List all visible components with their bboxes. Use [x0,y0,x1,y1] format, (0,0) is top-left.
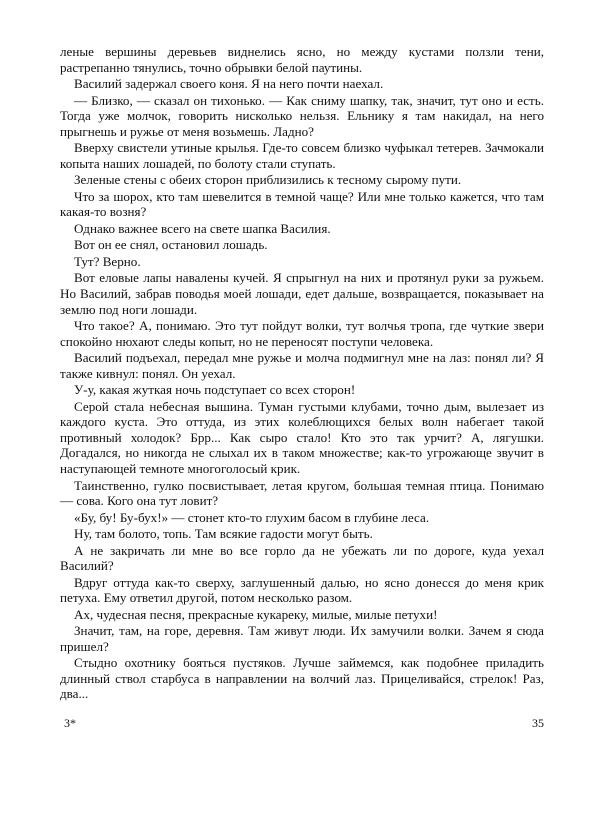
paragraph: леные вершины деревьев виднелись ясно, но между кустами ползли тени, растрепанно тянулись, точно обрывки белой паутины. [60,44,544,75]
paragraph: Таинственно, гулко посвистывает, летая кругом, большая темная птица. Понимаю — сова. Кого она тут ловит? [60,477,544,509]
page-number: 35 [532,716,544,730]
paragraph: Зеленые стены с обеих сторон приблизились к тесному сырому пути. [74,172,462,188]
paragraph: Однако важнее всего на свете шапка Василия. [74,220,331,236]
paragraph: — Близко, — сказал он тихонько. — Как сниму шапку, так, значит, тут оно и есть. Тогда уже молчок, говорить нисколько нельзя. Ельнику я там накидал, на него прыгнешь и ружье от меня возьмешь. Ладно? [60,92,544,139]
paragraph: Что такое? А, понимаю. Это тут пойдут волки, тут волчья тропа, где чуткие звери спокойно нюхают следы копыт, но не переносят поступи человека. [60,318,544,349]
paragraph: Василий подъехал, передал мне ружье и молча подмигнул мне на лаз: понял ли? Я также кивнул: понял. Он уехал. [60,350,544,381]
paragraph: Стыдно охотнику бояться пустяков. Лучше займемся, как подобнее приладить длинный ствол старбуса в направлении на волчий лаз. Прицеливайся, стрелок! Раз, два... [60,655,544,702]
paragraph: А не закричать ли мне во все горло да не убежать ли по дороге, куда уехал Василий? [60,542,544,574]
paragraph: Серой стала небесная вышина. Туман густыми клубами, точно дым, вылезает из каждого куста. Это оттуда, из этих колеблющихся белых волн набегает такой противный холодок? Брр... Как сыро стало! Кто это так урчит? А, лягушки. Догадался, но никогда не слыхал их в таком множестве; как-то угрожающе звучит в наступающей темноте многоголосый крик. [60,398,544,477]
signature-mark: 3* [64,716,76,730]
paragraph: Что за шорох, кто там шевелится в темной чаще? Или мне только кажется, что там какая-то возня? [60,188,544,220]
paragraph: Ах, чудесная песня, прекрасные кукареку, милые, милые петухи! [74,606,438,622]
paragraph: Значит, там, на горе, деревня. Там живут люди. Их замучили волки. Зачем я сюда пришел? [60,623,544,654]
paragraph: «Бу, бу! Бу-бух!» — стонет кто-то глухим басом в глубине леса. [74,509,430,525]
paragraph: У-у, какая жуткая ночь подступает со всех сторон! [74,382,356,398]
paragraph: Ну, там болото, топь. Там всякие гадости могут быть. [74,526,373,542]
page-footer [60,716,544,734]
paragraph: Вот он ее снял, остановил лошадь. [74,237,268,253]
paragraph: Вверху свистели утиные крылья. Где-то совсем близко чуфыкал тетерев. Зачмокали копыта наших лошадей, по болоту стали ступать. [60,140,544,171]
paragraph: Василий задержал своего коня. Я на него почти наехал. [74,76,384,92]
page-body [60,44,544,703]
paragraph: Вот еловые лапы навалены кучей. Я спрыгнул на них и протянул руки за ружьем. Но Василий, забрав поводья моей лошади, едет дальше, возвращается, показывает на землю под ноги лошади. [60,270,544,317]
paragraph: Вдруг оттуда как-то сверху, заглушенный далью, но ясно донесся до меня крик петуха. Ему ответил другой, потом несколько разом. [60,574,544,606]
paragraph: Тут? Верно. [74,253,141,269]
